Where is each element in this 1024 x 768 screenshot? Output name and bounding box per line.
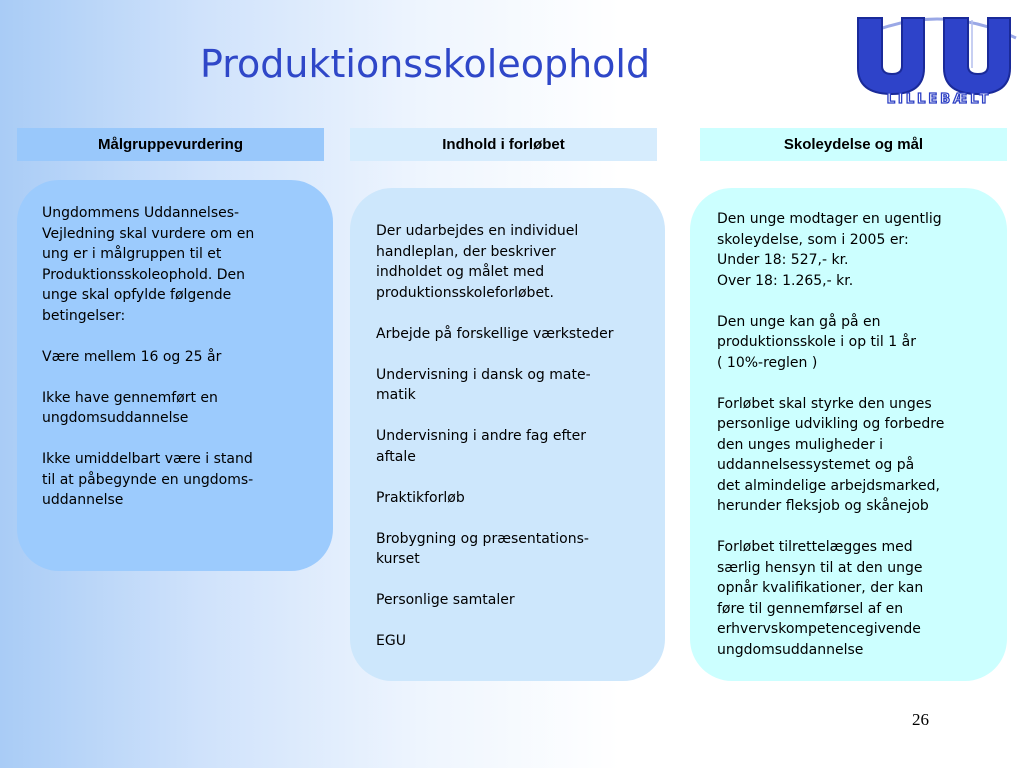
paragraph: Ikke umiddelbart være i stand til at påbegynde en ungdoms- uddannelse: [42, 451, 254, 508]
paragraph: Ikke have gennemført en ungdomsuddannelse: [42, 389, 218, 426]
paragraph: Praktikforløb: [376, 489, 465, 506]
paragraph: EGU: [376, 633, 406, 649]
header-indhold: Indhold i forløbet: [350, 128, 657, 161]
column-box-indhold: [350, 188, 665, 681]
paragraph: Der udarbejdes en individuel handleplan, der beskriver indholdet og målet med produktionsskoleforløbet.: [376, 223, 579, 301]
logo-text: LILLEBÆLT: [886, 92, 992, 107]
paragraph: Arbejde på forskellige værksteder: [376, 325, 614, 342]
paragraph: Den unge kan gå på en produktionsskole i op til 1 år ( 10%-reglen ): [717, 313, 916, 371]
slide-title: Produktionsskoleophold: [200, 42, 651, 86]
paragraph: Undervisning i dansk og mate- matik: [376, 366, 591, 403]
column-box-malgruppe: [17, 180, 333, 571]
paragraph: Den unge modtager en ugentlig skoleydelse, som i 2005 er: Under 18: 527,- kr. Over 18: 1.265,- kr.: [717, 211, 942, 289]
column-box-skoleydelse: [690, 188, 1007, 681]
paragraph: Ungdommens Uddannelses- Vejledning skal vurdere om en ung er i målgruppen til et Produktionsskoleophold. Den unge skal opfylde følgende betingelser:: [42, 205, 255, 324]
paragraph: Undervisning i andre fag efter aftale: [376, 428, 587, 465]
paragraph: Brobygning og præsentations- kurset: [376, 530, 589, 567]
paragraph: Personlige samtaler: [376, 592, 515, 608]
header-skoleydelse: Skoleydelse og mål: [700, 128, 1007, 161]
paragraph: Være mellem 16 og 25 år: [42, 348, 222, 365]
paragraph: Forløbet tilrettelægges med særlig hensyn til at den unge opnår kvalifikationer, der kan føre til gennemførsel af en erhvervskompetencegivende ungdomsuddannelse: [717, 539, 924, 658]
page-number: 26: [912, 710, 929, 729]
paragraph: Forløbet skal styrke den unges personlige udvikling og forbedre den unges muligheder i uddannelsessystemet og på det almindelige arbejdsmarked, herunder fleksjob og skånejob: [717, 395, 945, 514]
header-malgruppevurdering: Målgruppevurdering: [17, 128, 324, 161]
